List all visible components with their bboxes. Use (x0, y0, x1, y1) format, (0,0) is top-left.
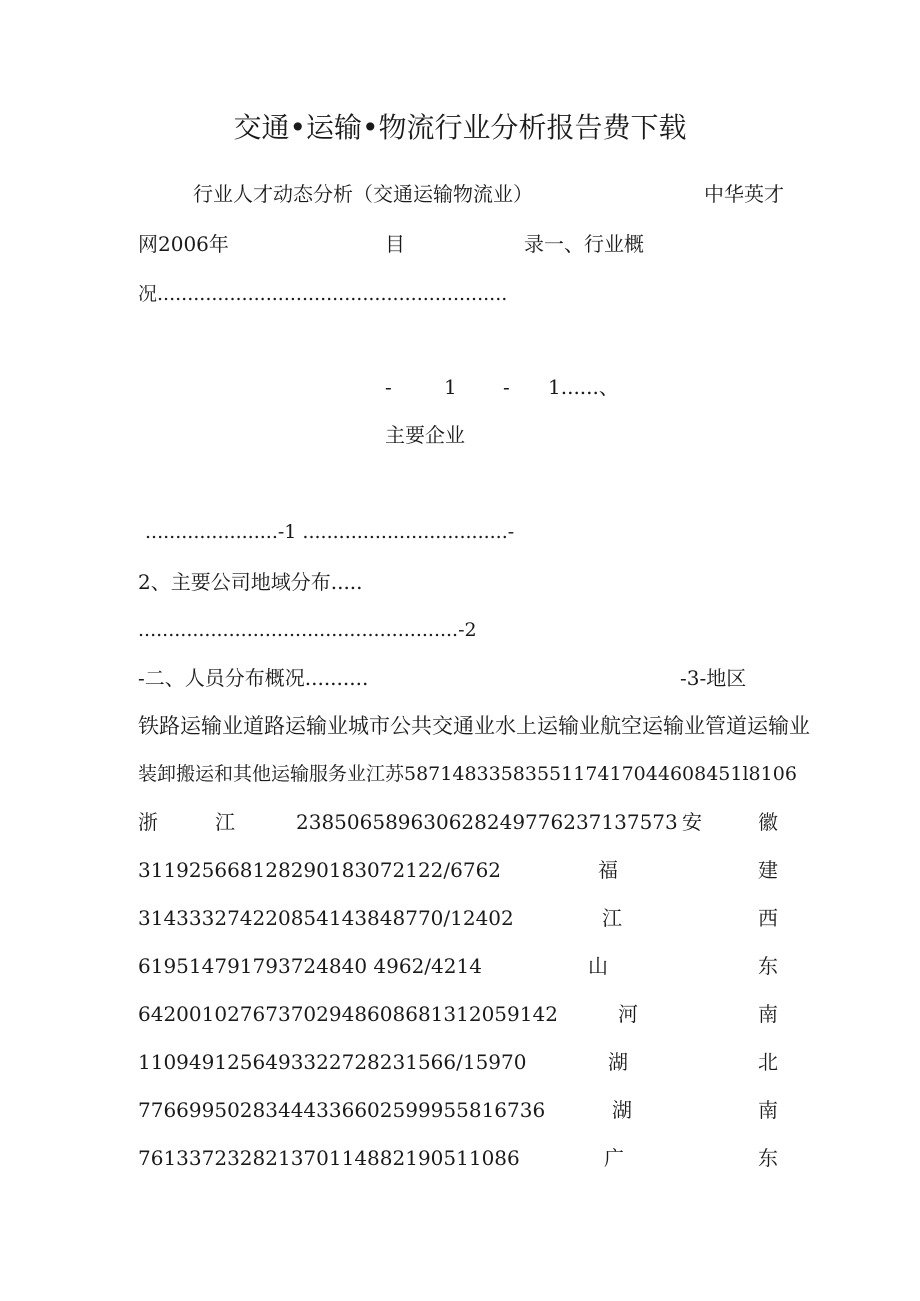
line-16-b: 河 (618, 1002, 638, 1026)
line-13-b: 福 (598, 858, 618, 882)
line-1-left: 行业人才动态分析（交通运输物流业） (193, 182, 533, 206)
line-18-b: 湖 (612, 1098, 632, 1122)
line-4-c: - (503, 375, 510, 399)
line-4-b: 1 (444, 375, 457, 399)
line-9-right: -3-地区 (680, 666, 747, 690)
line-4-d: 1......、 (548, 375, 619, 399)
line-19-b: 广 (604, 1146, 624, 1170)
line-10: 铁路运输业道路运输业城市公共交通业水上运输业航空运输业管道运输业 (138, 714, 810, 738)
line-15-c: 东 (758, 954, 778, 978)
line-17-a: 110949125649332272823156​6/15970 (138, 1050, 527, 1074)
line-15-a: 619514791793724840 4962/4214 (138, 954, 482, 978)
line-14-c: 西 (758, 906, 778, 930)
line-13-a: 311925668128290183072122/6762 (138, 858, 502, 882)
line-7: 2、主要公司地域分布..... (138, 570, 363, 594)
line-12-d: 安 (682, 810, 702, 834)
line-15-b: 山 (588, 954, 608, 978)
line-18-c: 南 (758, 1098, 778, 1122)
line-14-b: 江 (602, 906, 622, 930)
line-9-left: -二、人员分布概况.......... (138, 666, 369, 690)
line-2-a: 网2006年 (138, 232, 229, 256)
line-13-c: 建 (758, 858, 778, 882)
line-11: 装卸搬运和其他运输服务业江苏5871483358355117417044608451l8106 (138, 763, 797, 785)
line-16-a: 642001027673702948608681312059142 (138, 1002, 558, 1026)
line-14-a: 314333274220854143848770/12402 (138, 906, 514, 930)
line-17-b: 湖 (608, 1050, 628, 1074)
line-1-right: 中华英才 (704, 182, 784, 206)
line-8: .....................................................-2 (138, 619, 477, 641)
line-16-c: 南 (758, 1002, 778, 1026)
line-2-c: 录一、行业概 (524, 232, 644, 256)
line-2-b: 目 (385, 232, 405, 256)
line-19-c: 东 (758, 1146, 778, 1170)
document-title: 交通•运输•物流行业分析报告费下载 (233, 111, 687, 144)
line-12-c: 2385065896306282497762371375​73 (296, 810, 678, 834)
line-19-a: 761337232821370114882190511086 (138, 1146, 520, 1170)
line-4-a: - (385, 375, 392, 399)
line-18-a: 776699502834443366025999558167​36 (138, 1098, 546, 1122)
line-5: 主要企业 (385, 423, 465, 447)
line-12-e: 徽 (758, 810, 778, 834)
line-6: ......................-1 ..................................- (145, 521, 515, 543)
line-12-b: 江 (215, 810, 235, 834)
line-17-c: 北 (758, 1050, 778, 1074)
line-12-a: 浙 (138, 810, 158, 834)
line-3: 况.......................................................... (138, 283, 508, 305)
